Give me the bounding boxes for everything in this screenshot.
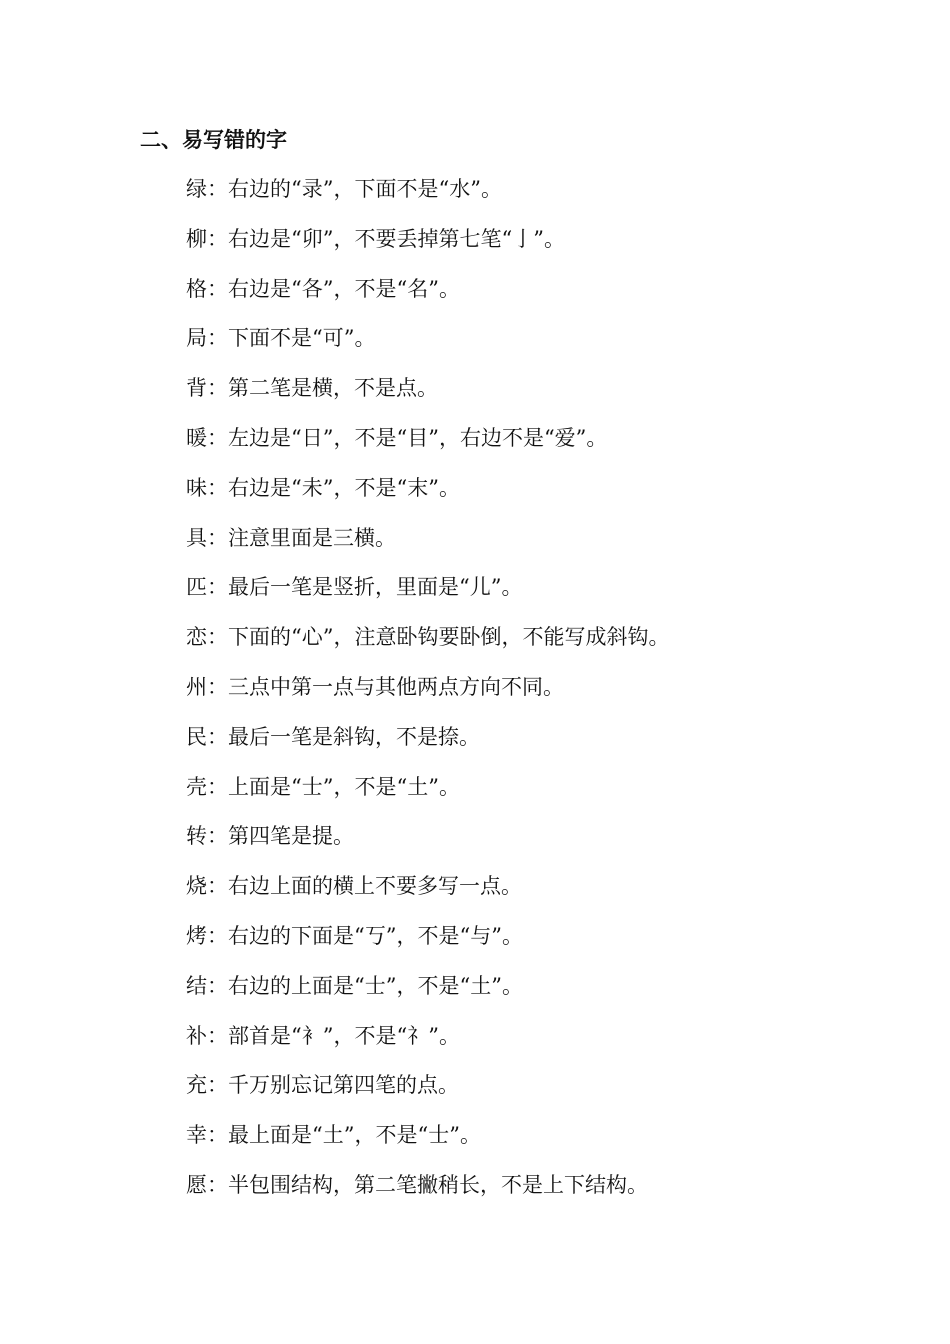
entry-separator: ： <box>207 1023 228 1048</box>
entry-separator: ： <box>207 625 228 650</box>
entry-separator: ： <box>207 425 228 450</box>
entry-character: 恋 <box>186 625 207 650</box>
entry-explanation: 第四笔是提。 <box>228 824 354 849</box>
entry-explanation: 下面的“心”，注意卧钩要卧倒，不能写成斜钩。 <box>228 625 670 650</box>
list-item <box>186 272 926 322</box>
list-item <box>186 222 926 272</box>
list-item <box>186 521 926 571</box>
list-item <box>186 969 926 1019</box>
entry-separator: ： <box>207 525 228 550</box>
error-prone-characters-list <box>186 172 926 1218</box>
entry-character: 壳 <box>186 774 207 799</box>
entry-character: 味 <box>186 475 207 500</box>
entry-explanation: 右边上面的横上不要多写一点。 <box>228 874 522 899</box>
list-item <box>186 720 926 770</box>
entry-character: 充 <box>186 1073 207 1098</box>
entry-character: 绿 <box>186 177 207 201</box>
entry-character: 州 <box>186 674 207 699</box>
entry-separator: ： <box>207 874 228 899</box>
list-item <box>186 471 926 521</box>
list-item <box>186 570 926 620</box>
entry-separator: ： <box>207 674 228 699</box>
entry-character: 柳 <box>186 226 207 251</box>
entry-explanation: 注意里面是三横。 <box>228 525 396 550</box>
entry-explanation: 千万别忘记第四笔的点。 <box>228 1073 459 1098</box>
list-item <box>186 819 926 869</box>
section-title: 二、易写错的字 <box>140 128 287 152</box>
entry-separator: ： <box>207 1123 228 1148</box>
list-item <box>186 321 926 371</box>
entry-separator: ： <box>207 575 228 600</box>
list-item <box>186 172 926 222</box>
entry-explanation: 右边的上面是“士”，不是“土”。 <box>228 973 523 998</box>
entry-separator: ： <box>207 226 228 251</box>
list-item <box>186 869 926 919</box>
entry-explanation: 右边是“未”，不是“末”。 <box>228 475 460 500</box>
list-item <box>186 371 926 421</box>
entry-character: 幸 <box>186 1123 207 1148</box>
entry-explanation: 左边是“日”，不是“目”，右边不是“爱”。 <box>228 425 608 450</box>
entry-character: 格 <box>186 276 207 301</box>
entry-separator: ： <box>207 376 228 401</box>
entry-separator: ： <box>207 923 228 948</box>
entry-explanation: 右边是“各”，不是“名”。 <box>228 276 460 301</box>
entry-explanation: 右边的“录”，下面不是“水”。 <box>228 177 502 201</box>
entry-explanation: 下面不是“可”。 <box>228 326 376 351</box>
entry-separator: ： <box>207 1172 228 1197</box>
entry-character: 匹 <box>186 575 207 600</box>
entry-separator: ： <box>207 824 228 849</box>
entry-character: 暖 <box>186 425 207 450</box>
entry-separator: ： <box>207 177 228 201</box>
entry-separator: ： <box>207 774 228 799</box>
entry-separator: ： <box>207 326 228 351</box>
entry-character: 烧 <box>186 874 207 899</box>
list-item <box>186 1068 926 1118</box>
list-item <box>186 1019 926 1069</box>
entry-separator: ： <box>207 973 228 998</box>
entry-explanation: 半包围结构，第二笔撇稍长，不是上下结构。 <box>228 1172 648 1197</box>
entry-character: 具 <box>186 525 207 550</box>
entry-character: 背 <box>186 376 207 401</box>
entry-separator: ： <box>207 276 228 301</box>
entry-character: 补 <box>186 1023 207 1048</box>
entry-character: 愿 <box>186 1172 207 1197</box>
list-item <box>186 421 926 471</box>
entry-separator: ： <box>207 724 228 749</box>
entry-separator: ： <box>207 1073 228 1098</box>
entry-explanation: 部首是“衤”，不是“礻”。 <box>228 1023 460 1048</box>
entry-character: 转 <box>186 824 207 849</box>
entry-character: 烤 <box>186 923 207 948</box>
entry-explanation: 三点中第一点与其他两点方向不同。 <box>228 674 564 699</box>
entry-explanation: 右边的下面是“丂”，不是“与”。 <box>228 923 523 948</box>
entry-character: 结 <box>186 973 207 998</box>
list-item <box>186 620 926 670</box>
entry-explanation: 最上面是“土”，不是“士”。 <box>228 1123 481 1148</box>
entry-explanation: 上面是“士”，不是“土”。 <box>228 774 460 799</box>
list-item <box>186 1168 926 1218</box>
list-item <box>186 919 926 969</box>
list-item <box>186 670 926 720</box>
entry-character: 局 <box>186 326 207 351</box>
entry-character: 民 <box>186 724 207 749</box>
entry-explanation: 最后一笔是斜钩，不是捺。 <box>228 724 480 749</box>
list-item <box>186 1118 926 1168</box>
entry-explanation: 右边是“卯”，不要丢掉第七笔“亅”。 <box>228 226 565 251</box>
list-item <box>186 770 926 820</box>
entry-separator: ： <box>207 475 228 500</box>
entry-explanation: 最后一笔是竖折，里面是“儿”。 <box>228 575 523 600</box>
entry-explanation: 第二笔是横，不是点。 <box>228 376 438 401</box>
